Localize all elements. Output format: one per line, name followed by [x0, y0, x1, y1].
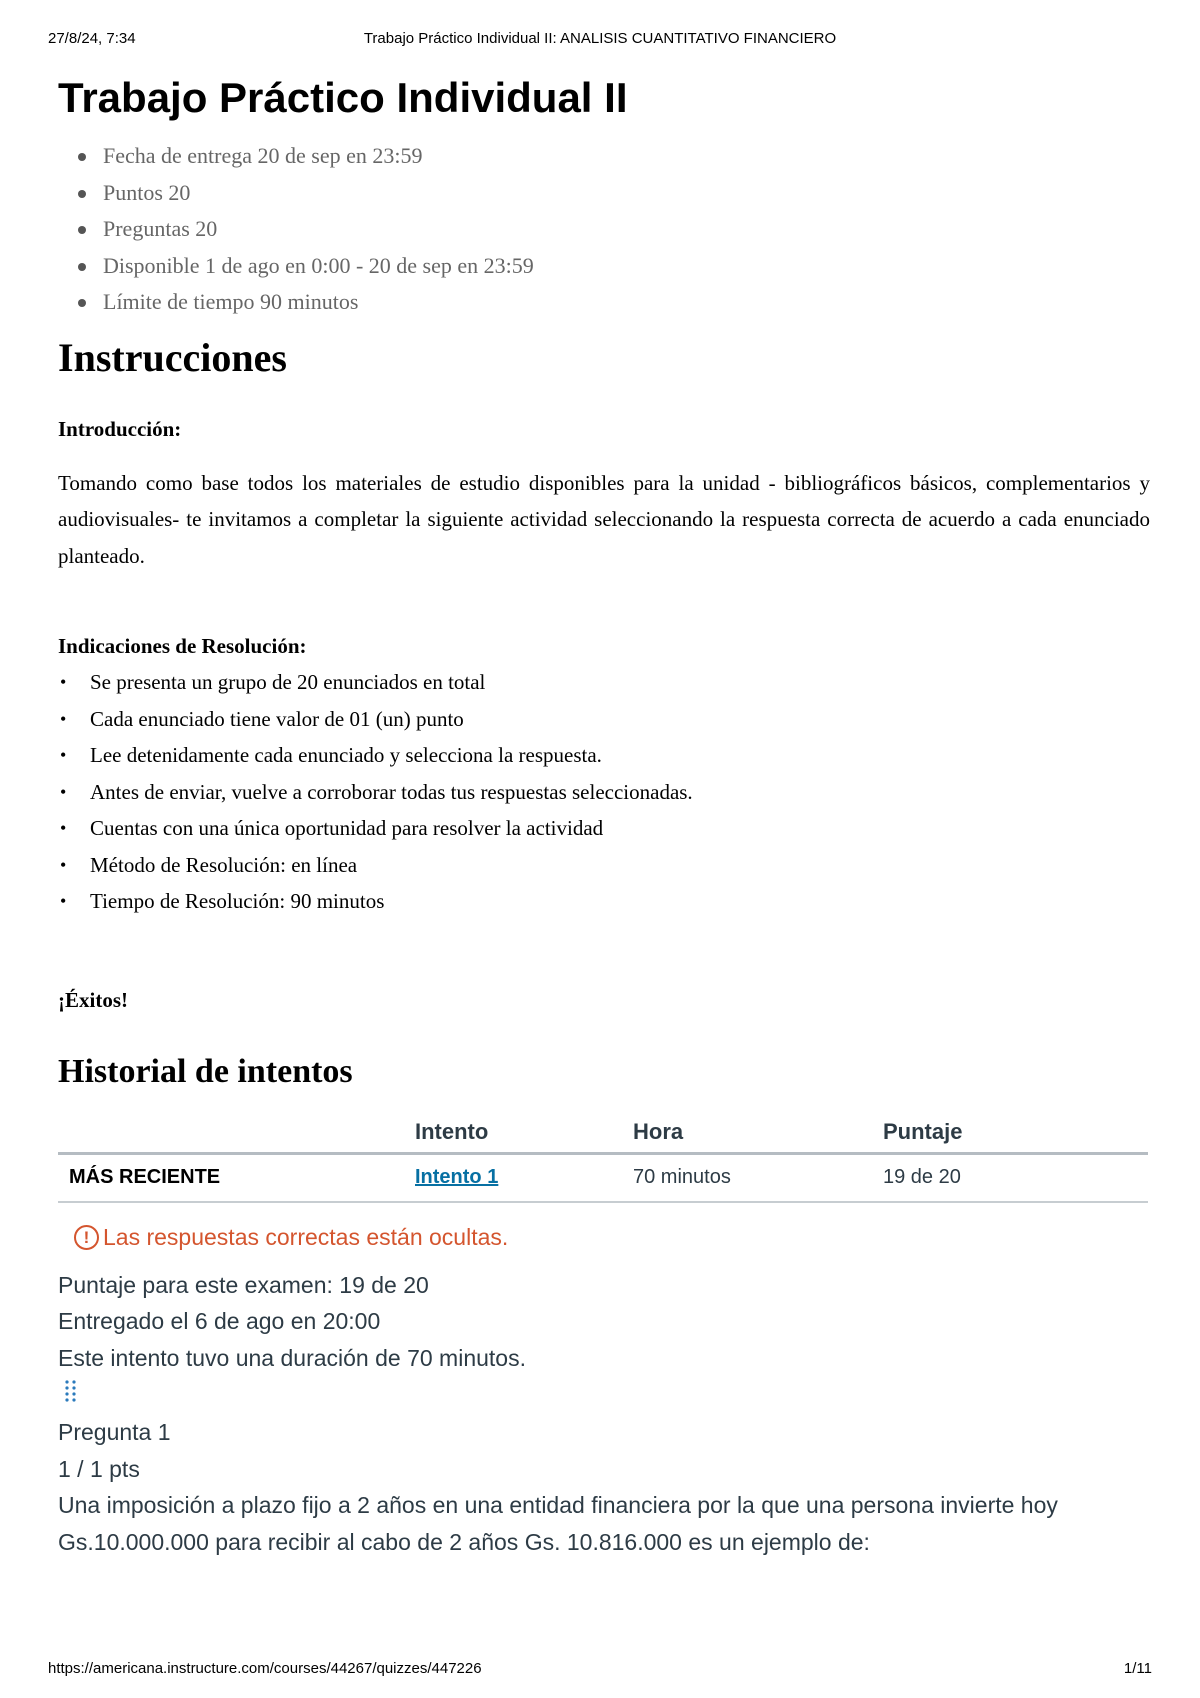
print-url: https://americana.instructure.com/courses/44267/quizzes/447226: [48, 1660, 482, 1677]
indications-list: [58, 664, 1148, 920]
table-row: [58, 1154, 1148, 1202]
detail-points: Puntos 20: [78, 175, 1148, 212]
question-title: Pregunta 1: [58, 1419, 171, 1445]
attempt-link[interactable]: Intento 1: [415, 1166, 499, 1189]
attempts-header-row: [58, 1112, 1148, 1154]
detail-available: Disponible 1 de ago en 0:00 - 20 de sep en 23:59: [78, 248, 1148, 285]
column-header-time: Hora: [633, 1112, 883, 1154]
question-points: 1 / 1 pts: [58, 1455, 140, 1482]
warning-text: Las respuestas correctas están ocultas.: [103, 1224, 509, 1250]
detail-time-limit: Límite de tiempo 90 minutos: [78, 284, 1148, 321]
intro-label: Introducción:: [58, 416, 182, 441]
question-text: Una imposición a plazo fijo a 2 años en una entidad financiera por la que una persona invierte hoy Gs.10.000.000 para recibir al cabo de 2 años Gs. 10.816.000 es un ejemplo de:: [58, 1492, 1058, 1555]
attempts-table: [58, 1112, 1148, 1203]
summary-score: Puntaje para este examen: 19 de 20: [58, 1271, 429, 1298]
page-title: Trabajo Práctico Individual II: [58, 74, 628, 121]
detail-questions: Preguntas 20: [78, 211, 1148, 248]
indication-item: • Lee detenidamente cada enunciado y selecciona la respuesta.: [58, 737, 1148, 774]
instructions-heading: Instrucciones: [58, 334, 287, 380]
indication-item: • Cuentas con una única oportunidad para resolver la actividad: [58, 810, 1148, 847]
print-datetime: 27/8/24, 7:34: [48, 30, 136, 47]
print-footer: [0, 1660, 1200, 1682]
indication-item: • Tiempo de Resolución: 90 minutos: [58, 883, 1148, 920]
attempt-label: MÁS RECIENTE: [58, 1154, 415, 1202]
attempt-cell: [415, 1154, 633, 1202]
column-header-score: Puntaje: [883, 1112, 1148, 1154]
summary-duration: Este intento tuvo una duración de 70 minutos.: [58, 1344, 526, 1371]
drag-handle-icon[interactable]: [64, 1378, 1148, 1414]
column-header-blank: [58, 1112, 415, 1154]
history-heading: Historial de intentos: [58, 1052, 353, 1090]
attempt-score: 19 de 20: [883, 1154, 1148, 1202]
column-header-attempt: Intento: [415, 1112, 633, 1154]
print-header: [0, 30, 1200, 52]
quiz-details-list: [78, 138, 1148, 321]
warning-icon: !: [74, 1225, 99, 1250]
attempt-summary: [58, 1267, 1148, 1377]
intro-text: Tomando como base todos los materiales de estudio disponibles para la unidad - bibliográficos básicos, complementarios y audiovisuales- te invitamos a completar la siguiente actividad seleccionando la respuesta correcta de acuerdo a cada enunciado planteado.: [58, 470, 1150, 568]
indication-item: • Cada enunciado tiene valor de 01 (un) punto: [58, 701, 1148, 738]
attempt-time: 70 minutos: [633, 1154, 883, 1202]
drag-handle-dots: [64, 1378, 78, 1406]
closing-text: ¡Éxitos!: [58, 987, 128, 1012]
detail-due-date: Fecha de entrega 20 de sep en 23:59: [78, 138, 1148, 175]
summary-submitted: Entregado el 6 de ago en 20:00: [58, 1308, 381, 1334]
hidden-answers-warning: [74, 1221, 1148, 1255]
indication-item: • Se presenta un grupo de 20 enunciados en total: [58, 664, 1148, 701]
indication-item: • Método de Resolución: en línea: [58, 847, 1148, 884]
print-page-number: 1/11: [1123, 1660, 1152, 1677]
print-doc-title: Trabajo Práctico Individual II: ANALISIS CUANTITATIVO FINANCIERO: [363, 30, 837, 47]
main-content: [58, 70, 1148, 1560]
indication-item: • Antes de enviar, vuelve a corroborar todas tus respuestas seleccionadas.: [58, 774, 1148, 811]
indications-label: Indicaciones de Resolución:: [58, 634, 307, 658]
question-block: [58, 1414, 1148, 1560]
